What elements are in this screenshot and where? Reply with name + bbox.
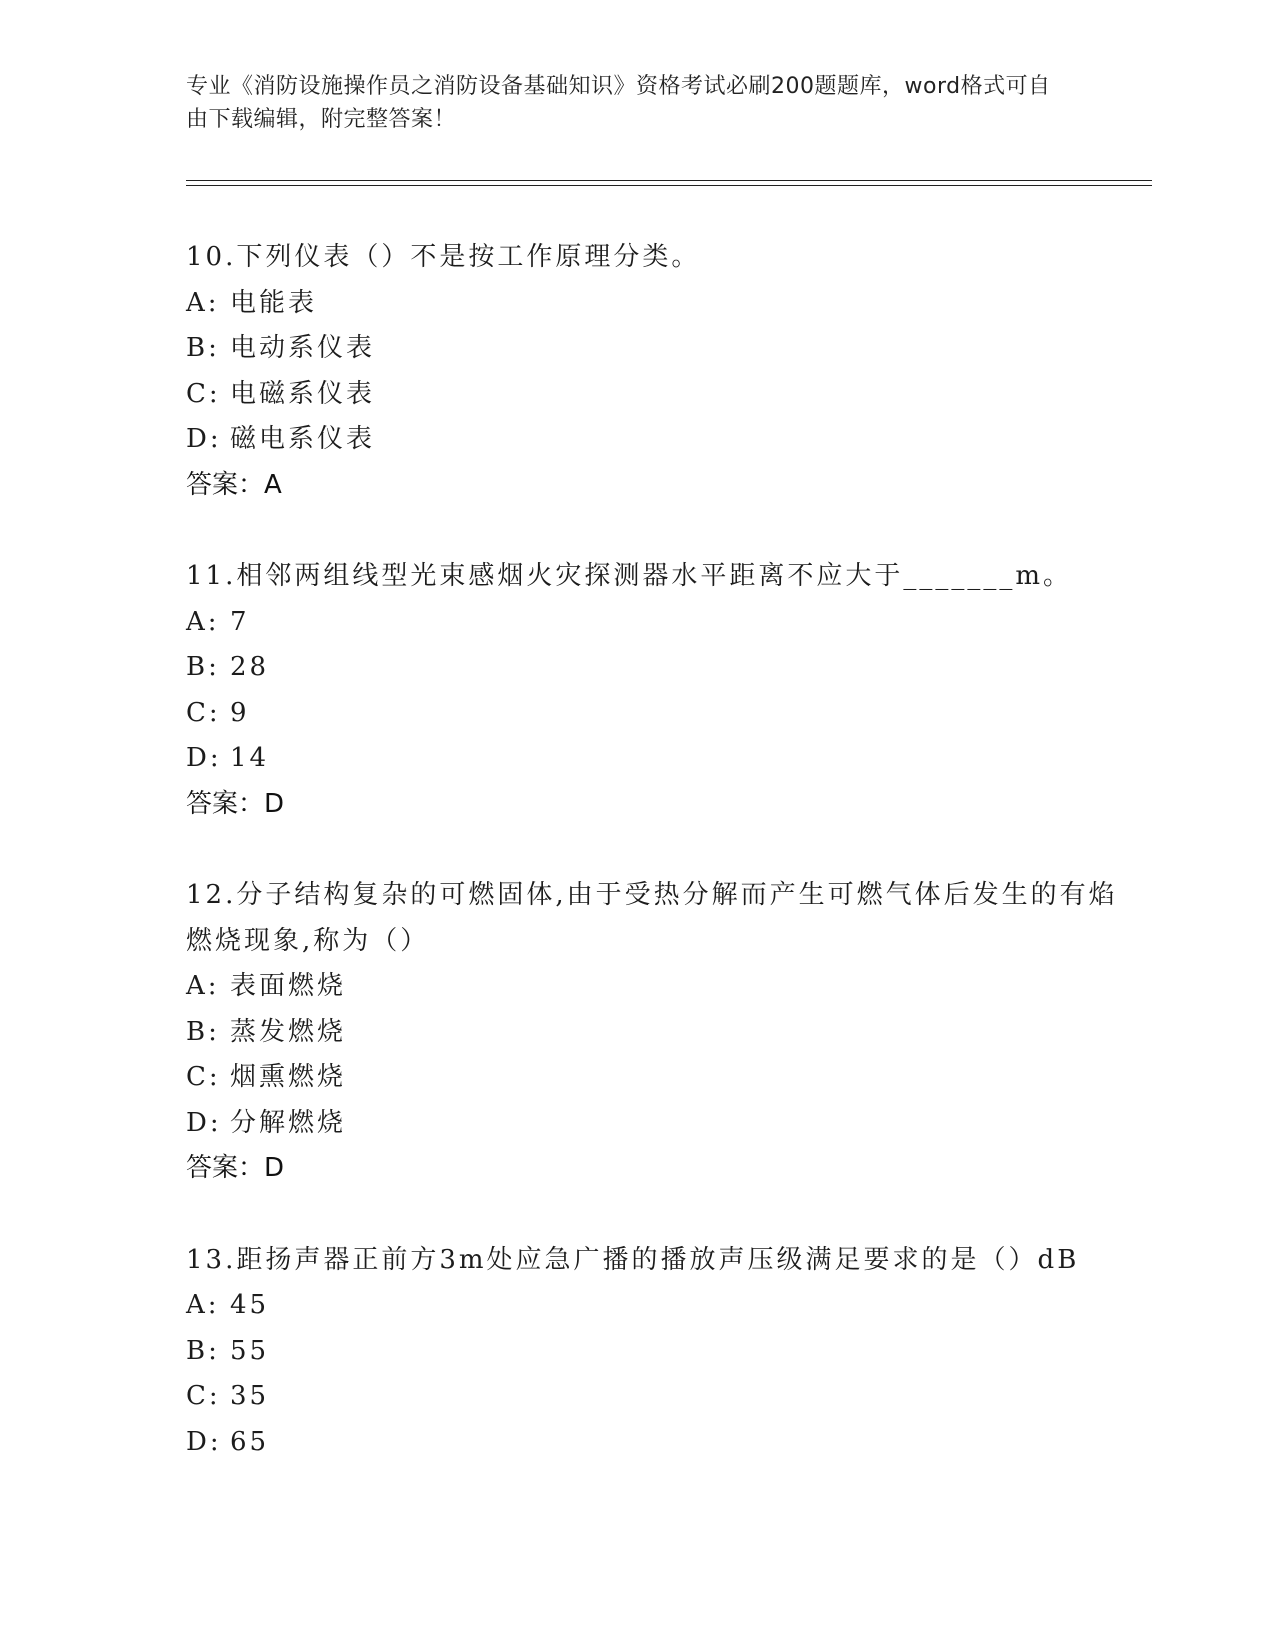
question-stem: 11.相邻两组线型光束感烟火灾探测器水平距离不应大于_______m。 (186, 561, 1073, 591)
option-a (186, 281, 1146, 327)
option-text: 55 (230, 1335, 270, 1366)
option-letter: A: (186, 606, 220, 637)
option-text: 蒸发燃烧 (230, 1016, 347, 1047)
option-text: 35 (230, 1381, 270, 1411)
option-text: 烟熏燃烧 (230, 1062, 347, 1092)
option-a (186, 1283, 1146, 1329)
option-text: 电磁系仪表 (230, 378, 376, 409)
option-c (186, 1374, 1146, 1420)
option-d (186, 736, 1146, 782)
option-letter: B: (186, 652, 220, 682)
option-text: 表面燃烧 (230, 971, 347, 1001)
option-c (186, 691, 1146, 737)
option-letter: C: (186, 1062, 221, 1092)
option-text: 9 (230, 697, 250, 728)
option-letter: D: (186, 424, 222, 454)
option-text: 分解燃烧 (230, 1107, 347, 1138)
option-b (186, 645, 1146, 691)
option-text: 45 (230, 1290, 270, 1320)
option-letter: B: (186, 1335, 220, 1366)
option-b (186, 1329, 1146, 1375)
option-letter: B: (186, 333, 220, 363)
option-a (186, 600, 1146, 646)
option-d (186, 417, 1146, 463)
document-header: 专业《消防设施操作员之消防设备基础知识》资格考试必刷200题题库，word格式可自由下载编辑，附完整答案！ (186, 74, 1051, 132)
question-13 (186, 1238, 1146, 1466)
answer-label: 答案：A (186, 469, 282, 500)
question-11 (186, 554, 1146, 827)
option-letter: D: (186, 1107, 222, 1138)
option-letter: C: (186, 378, 221, 409)
option-b (186, 326, 1146, 372)
question-stem: 13.距扬声器正前方3m处应急广播的播放声压级满足要求的是（）dB (186, 1244, 1080, 1275)
question-stem: 12.分子结构复杂的可燃固体,由于受热分解而产生可燃气体后发生的有焰燃烧现象,称为（） (186, 880, 1118, 956)
header-divider-bottom (186, 185, 1152, 186)
option-d (186, 1420, 1146, 1466)
answer-label: 答案：D (186, 1153, 285, 1183)
option-letter: C: (186, 697, 221, 728)
option-text: 14 (230, 743, 270, 773)
option-letter: B: (186, 1016, 220, 1047)
option-text: 电动系仪表 (230, 333, 376, 363)
option-c (186, 1055, 1146, 1101)
option-text: 7 (230, 606, 250, 637)
option-text: 电能表 (230, 287, 318, 318)
option-d (186, 1101, 1146, 1147)
question-12 (186, 873, 1146, 1192)
option-letter: D: (186, 743, 222, 773)
header-divider-top (186, 180, 1152, 181)
option-text: 65 (230, 1426, 270, 1457)
option-b (186, 1010, 1146, 1056)
option-letter: C: (186, 1381, 221, 1411)
question-list (186, 235, 1146, 1511)
option-a (186, 964, 1146, 1010)
question-stem: 10.下列仪表（）不是按工作原理分类。 (186, 242, 701, 272)
option-letter: A: (186, 971, 220, 1001)
option-letter: A: (186, 287, 220, 318)
option-c (186, 372, 1146, 418)
option-text: 磁电系仪表 (230, 424, 376, 454)
option-letter: D: (186, 1426, 222, 1457)
option-letter: A: (186, 1290, 220, 1320)
answer-label: 答案：D (186, 788, 285, 819)
question-10 (186, 235, 1146, 508)
option-text: 28 (230, 652, 270, 682)
